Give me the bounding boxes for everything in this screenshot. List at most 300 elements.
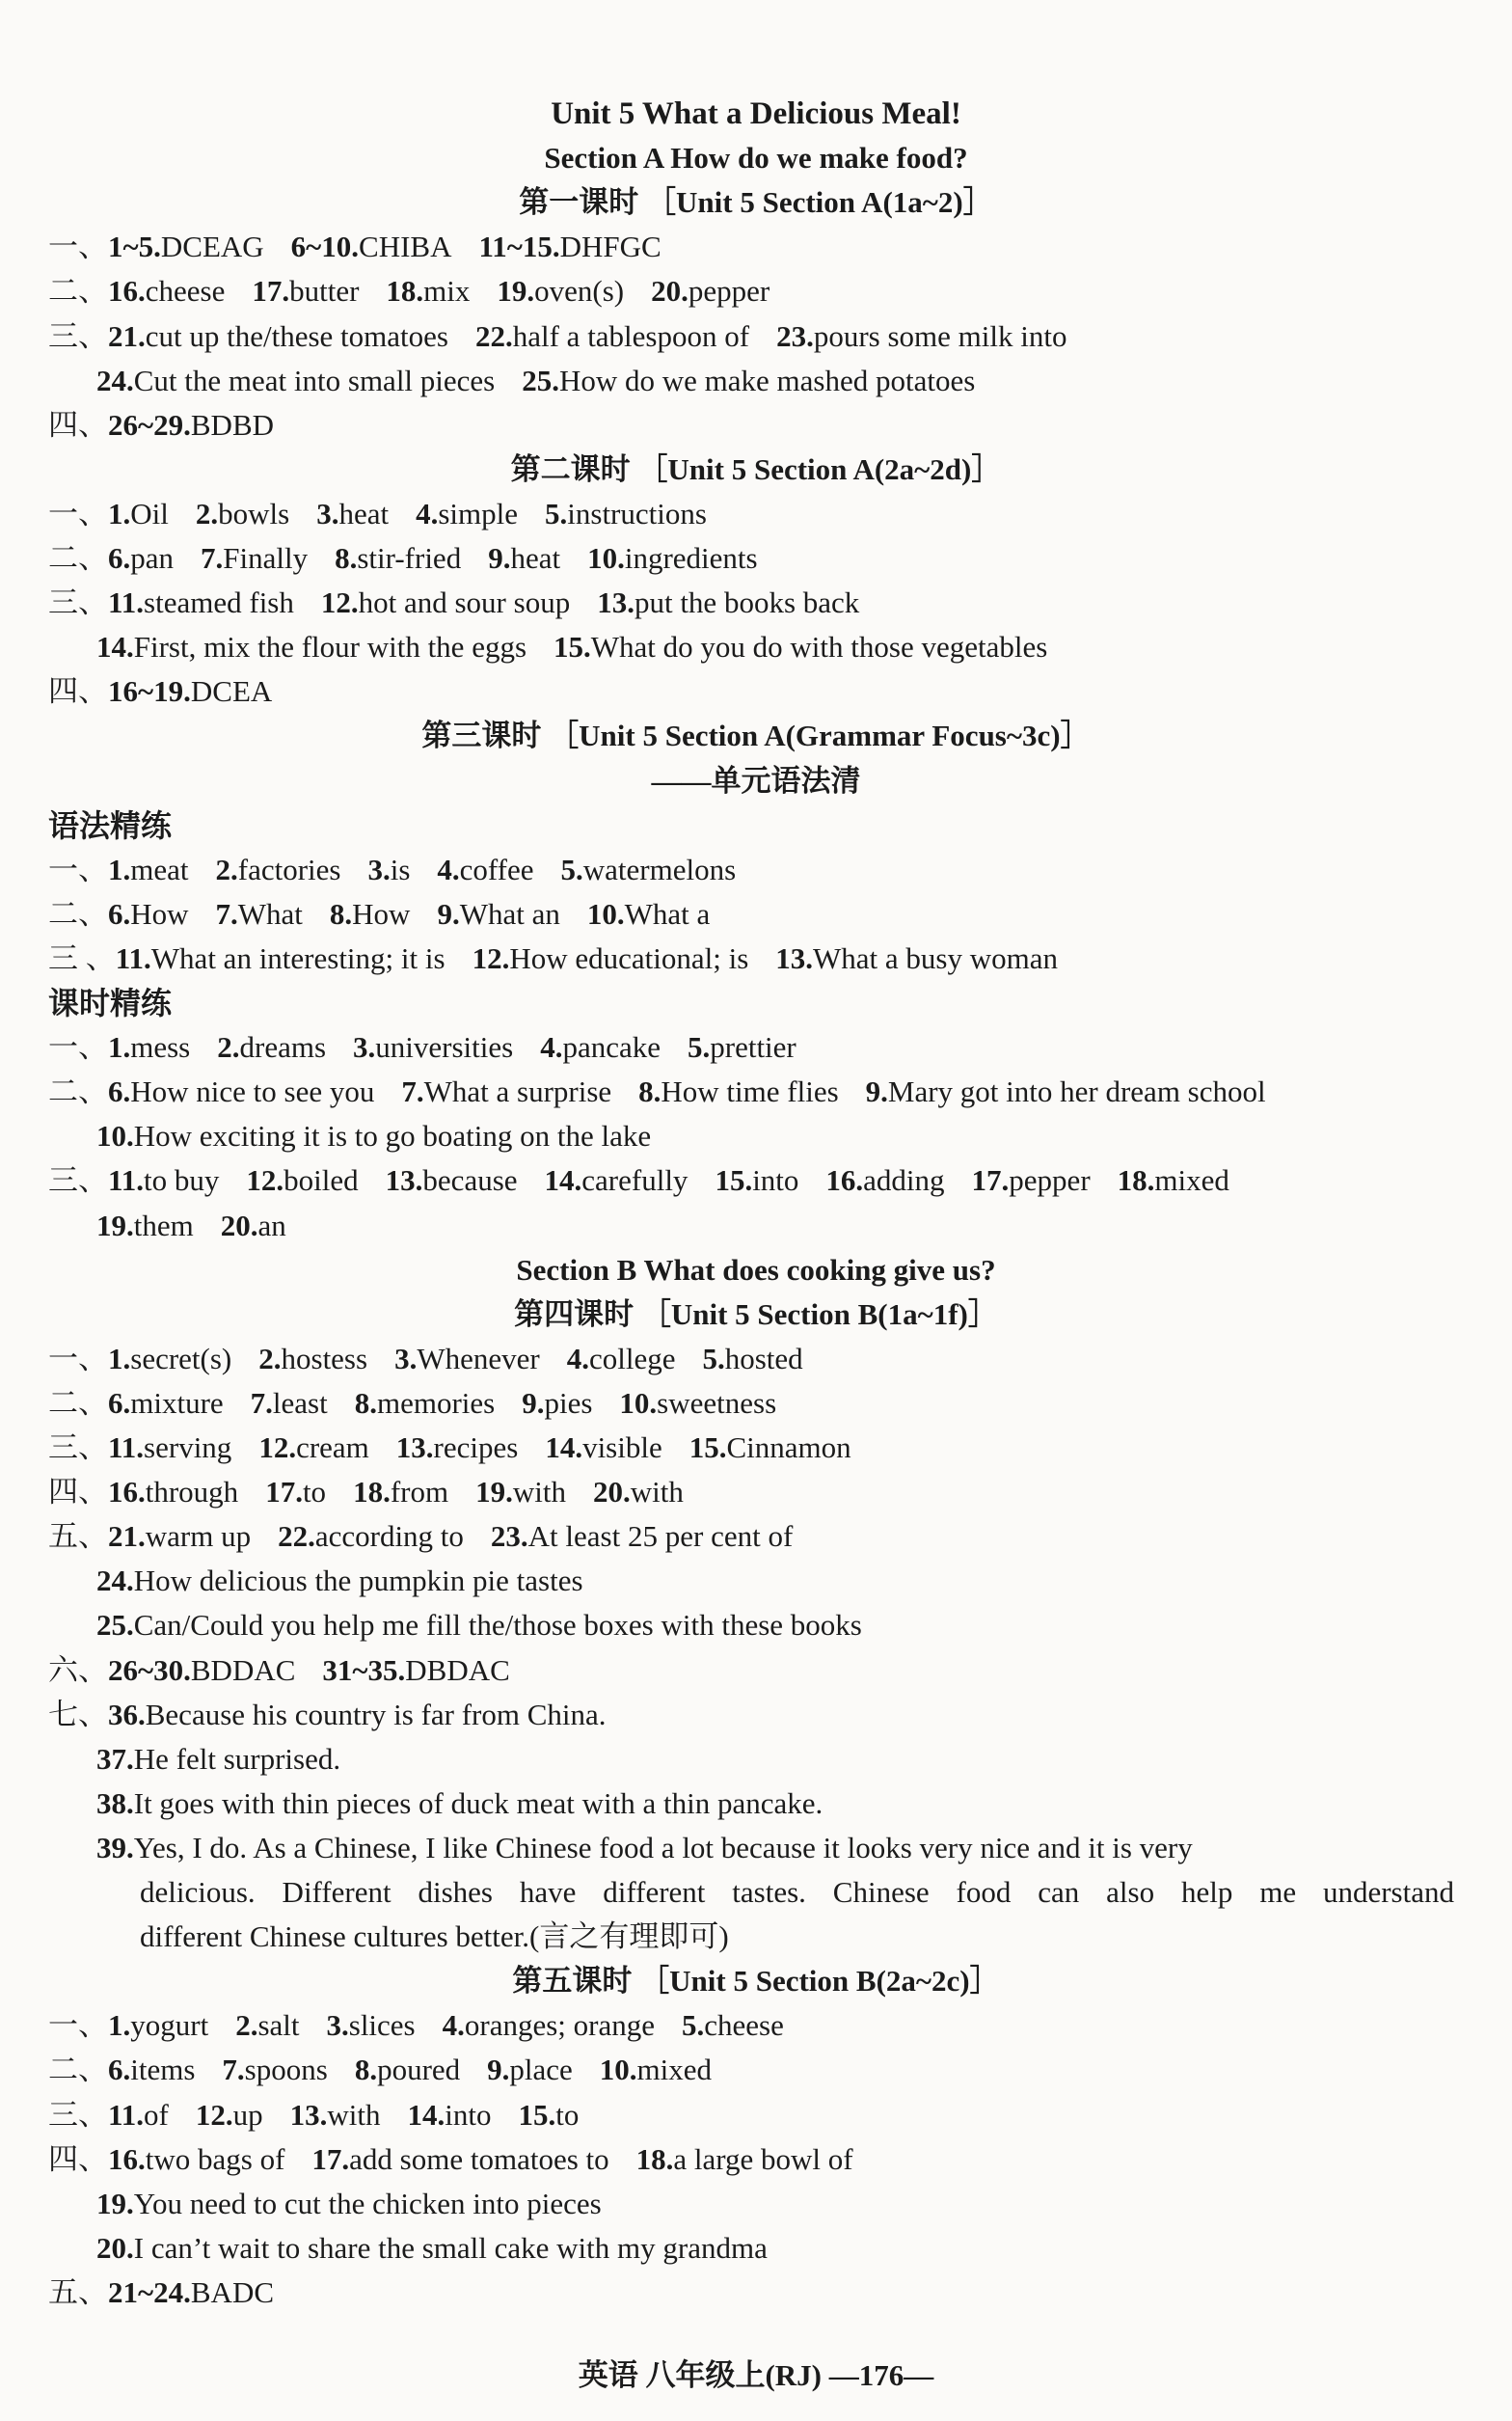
answer-text: through	[145, 1475, 239, 1510]
answer-text: cut up the/these tomatoes	[145, 318, 448, 353]
question-number: 13.	[597, 585, 634, 620]
answer-text: BADC	[190, 2274, 275, 2309]
section-a-title: Section A How do we make food?	[544, 141, 968, 176]
answer-text: DCEA	[190, 674, 273, 709]
answer-text: into	[445, 2097, 492, 2132]
answer-item	[593, 1475, 684, 1509]
answer-text: pepper	[688, 274, 770, 309]
answer-item	[216, 897, 303, 931]
answer-row	[96, 1782, 1454, 1826]
answer-item	[108, 2098, 169, 2132]
answer-item	[540, 1030, 661, 1064]
answer-text: them	[133, 1208, 194, 1242]
answer-item	[475, 319, 749, 353]
answer-text: How do we make mashed potatoes	[559, 363, 976, 397]
answer-text: items	[130, 2053, 196, 2087]
answer-text: heat	[510, 541, 561, 575]
question-number: 11~15.	[478, 230, 560, 264]
row-prefix: 二、	[48, 896, 108, 931]
answer-text: universities	[375, 1030, 514, 1065]
answer-text: butter	[289, 274, 360, 309]
answer-item	[108, 1653, 295, 1687]
question-number: 2.	[195, 496, 219, 530]
answer-text-continued: delicious. Different dishes have different tastes. Chinese food can also help me understand	[140, 1875, 1454, 1909]
question-number: 5.	[702, 1341, 725, 1375]
question-number: 7.	[401, 1074, 424, 1109]
answer-item	[96, 1119, 651, 1153]
row-prefix: 一、	[48, 230, 108, 264]
answer-item	[367, 853, 410, 886]
answer-text: instructions	[567, 496, 707, 530]
answer-text: How	[352, 896, 411, 931]
answer-text: mess	[130, 1030, 191, 1065]
answer-item	[108, 319, 448, 353]
answer-item	[108, 1386, 224, 1420]
answer-item	[108, 497, 169, 530]
question-number: 16~19.	[108, 674, 191, 709]
question-number: 24.	[96, 363, 134, 397]
answer-row	[48, 314, 1454, 359]
question-number: 9.	[437, 896, 460, 931]
answer-item	[116, 941, 446, 975]
answer-row	[48, 669, 1454, 714]
row-prefix: 三、	[48, 1430, 108, 1464]
answer-text: What an interesting; it is	[150, 940, 446, 975]
answer-item	[216, 853, 341, 886]
answer-text: into	[752, 1163, 799, 1198]
answer-text: up	[232, 2097, 263, 2132]
answer-item	[108, 1698, 607, 1731]
answer-text: half a tablespoon of	[512, 318, 750, 353]
answer-item	[108, 230, 264, 263]
unit-title: Unit 5 What a Delicious Meal!	[551, 96, 961, 131]
answer-item	[108, 274, 225, 308]
answer-item	[600, 2053, 712, 2086]
answer-row	[96, 1204, 1454, 1248]
answer-row	[48, 2137, 1454, 2182]
answer-row	[48, 492, 1454, 536]
answer-item	[108, 1430, 231, 1464]
question-number: 8.	[335, 541, 358, 575]
answer-item	[353, 1475, 448, 1509]
question-number: 6.	[108, 1074, 131, 1109]
question-number: 21.	[108, 1519, 146, 1554]
question-number: 21~24.	[108, 2274, 191, 2309]
answer-row	[48, 1337, 1454, 1381]
answer-text: heat	[338, 496, 390, 530]
answer-item	[396, 1430, 519, 1464]
answer-item	[291, 230, 452, 263]
answer-item	[235, 2008, 299, 2042]
question-number: 5.	[560, 852, 583, 886]
answer-item	[252, 274, 359, 308]
row-prefix: 二、	[48, 541, 108, 575]
answer-text: First, mix the flour with the eggs	[133, 630, 527, 665]
answer-item	[545, 1430, 662, 1464]
answer-row	[48, 848, 1454, 892]
answer-text: visible	[582, 1430, 662, 1464]
page-footer: 英语 八年级上(RJ) —176—	[578, 2358, 934, 2392]
question-number: 25.	[522, 363, 559, 397]
lesson4-header: 第四课时 ［Unit 5 Section B(1a~1f)］	[514, 1296, 998, 1331]
answer-text: meat	[130, 852, 189, 886]
question-number: 10.	[586, 896, 625, 931]
answer-item	[196, 497, 289, 530]
question-number: 12.	[320, 585, 359, 620]
answer-item	[96, 1564, 583, 1597]
answer-item	[825, 1163, 944, 1197]
answer-text: pies	[544, 1385, 593, 1420]
question-number: 14.	[96, 630, 134, 665]
answer-item	[487, 2053, 573, 2086]
answer-item	[196, 2098, 263, 2132]
question-number: 9.	[487, 2053, 510, 2087]
question-number: 36.	[108, 1697, 146, 1731]
question-number: 15.	[688, 1430, 727, 1464]
question-number: 12.	[246, 1163, 284, 1198]
answer-item	[394, 1342, 540, 1375]
answer-row	[96, 1737, 1454, 1782]
question-number: 7.	[222, 2053, 245, 2087]
answer-item	[416, 497, 518, 530]
answer-item	[638, 1074, 839, 1108]
question-number: 12.	[472, 940, 510, 975]
answer-text: How time flies	[661, 1074, 839, 1109]
answer-text: Whenever	[417, 1341, 540, 1375]
answer-text: serving	[144, 1430, 232, 1464]
question-number: 7.	[250, 1385, 273, 1420]
question-number: 20.	[651, 274, 688, 309]
question-number: 20.	[220, 1208, 258, 1242]
lesson2-header: 第二课时 ［Unit 5 Section A(2a~2d)］	[510, 451, 1002, 486]
answer-text: least	[272, 1385, 328, 1420]
row-prefix: 二、	[48, 274, 108, 309]
answer-item	[321, 585, 570, 619]
answer-text: steamed fish	[144, 585, 294, 620]
question-number: 19.	[497, 274, 535, 309]
answer-item	[475, 1475, 566, 1509]
answer-text: ingredients	[624, 541, 758, 575]
question-number: 14.	[545, 1430, 583, 1464]
answer-item	[108, 2142, 284, 2176]
question-number: 38.	[96, 1785, 134, 1820]
answer-row	[48, 2271, 1454, 2315]
answer-text: How nice to see you	[130, 1074, 375, 1109]
question-number: 39.	[96, 1830, 134, 1864]
answer-text: I can’t wait to share the small cake with my grandma	[133, 2230, 768, 2265]
answer-row	[48, 1648, 1454, 1693]
answer-text: DBDAC	[405, 1652, 510, 1687]
answer-text: slices	[348, 2008, 416, 2043]
answer-item	[702, 1342, 802, 1375]
answer-text: college	[588, 1341, 676, 1375]
answer-text: mixed	[636, 2053, 713, 2087]
answer-item	[265, 1475, 326, 1509]
answer-row	[96, 1559, 1454, 1603]
answer-text: two bags of	[145, 2141, 285, 2176]
answer-item	[108, 541, 174, 575]
answer-text: pancake	[562, 1030, 661, 1065]
answer-item	[688, 1030, 796, 1064]
answer-row	[48, 2093, 1454, 2137]
section-b-title: Section B What does cooking give us?	[516, 1252, 996, 1287]
answer-text: hostess	[281, 1341, 368, 1375]
question-number: 20.	[592, 1475, 631, 1510]
question-number: 17.	[971, 1163, 1010, 1198]
question-number: 8.	[638, 1074, 662, 1109]
answer-item	[108, 1074, 374, 1108]
answer-text: watermelons	[582, 852, 737, 886]
answer-item	[353, 1030, 513, 1064]
answer-text: What a surprise	[423, 1074, 612, 1109]
answer-text: secret(s)	[130, 1341, 232, 1375]
answer-item	[472, 941, 749, 975]
answer-item	[108, 1030, 190, 1064]
row-prefix: 六、	[48, 1652, 108, 1687]
row-prefix: 五、	[48, 2274, 108, 2309]
question-number: 22.	[278, 1519, 315, 1554]
question-number: 4.	[540, 1030, 563, 1065]
answer-text: adding	[863, 1163, 945, 1198]
answer-item	[619, 1386, 776, 1420]
row-prefix: 二、	[48, 1385, 108, 1420]
question-number: 6.	[108, 896, 131, 931]
answer-item	[386, 1163, 518, 1197]
answer-text: cheese	[704, 2008, 784, 2043]
answer-text: dreams	[239, 1030, 327, 1065]
answer-row-39	[96, 1826, 1454, 1870]
answer-text: to	[555, 2097, 580, 2132]
answer-text: You need to cut the chicken into pieces	[133, 2186, 602, 2220]
answer-text: an	[257, 1208, 286, 1242]
answer-item	[108, 1475, 238, 1509]
answer-item	[222, 2053, 327, 2086]
answer-row	[48, 1381, 1454, 1426]
answer-text: because	[422, 1163, 518, 1198]
answer-item	[682, 2008, 784, 2042]
answer-item	[522, 1386, 592, 1420]
answer-item	[437, 853, 533, 886]
question-number: 26~30.	[108, 1652, 191, 1687]
question-number: 20.	[96, 2230, 134, 2265]
question-number: 3.	[326, 2008, 349, 2043]
row-prefix: 一、	[48, 496, 108, 530]
answer-text: coffee	[459, 852, 534, 886]
answer-item	[278, 1519, 464, 1553]
answer-text: of	[144, 2097, 169, 2132]
answer-row	[48, 1158, 1454, 1203]
question-number: 18.	[353, 1475, 391, 1510]
answer-text: is	[390, 852, 411, 886]
answer-text: salt	[257, 2008, 300, 2043]
answer-row	[96, 1114, 1454, 1158]
answer-text: Can/Could you help me fill the/those boxes with these books	[133, 1608, 862, 1643]
question-number: 24.	[96, 1564, 134, 1598]
answer-row	[48, 1070, 1454, 1114]
question-number: 25.	[96, 1608, 134, 1643]
answer-text-continued: different Chinese cultures better.(言之有理即可)	[140, 1919, 729, 1954]
question-number: 19.	[96, 1208, 134, 1242]
answer-text: mix	[423, 274, 471, 309]
question-number: 26~29.	[108, 407, 191, 442]
question-number: 10.	[96, 1119, 134, 1154]
answer-item	[108, 897, 189, 931]
answer-row	[48, 892, 1454, 937]
question-number: 21.	[108, 318, 146, 353]
answer-text: to	[302, 1475, 327, 1510]
answer-item	[258, 1342, 367, 1375]
answer-text: DHFGC	[559, 230, 662, 264]
question-number: 10.	[599, 2053, 637, 2087]
row-prefix: 三、	[48, 585, 108, 620]
answer-item	[96, 1786, 823, 1820]
row-prefix: 七、	[48, 1697, 108, 1731]
answer-row	[48, 225, 1454, 269]
answer-item	[545, 1163, 688, 1197]
question-number: 11.	[108, 2097, 145, 2132]
answer-row	[96, 1603, 1454, 1647]
question-number: 13.	[289, 2097, 328, 2132]
answer-text: prettier	[710, 1030, 796, 1065]
answer-row	[48, 403, 1454, 448]
question-number: 6.	[108, 1385, 131, 1420]
question-number: 16.	[108, 1475, 146, 1510]
grammar-practice-label: 语法精练	[48, 807, 173, 843]
question-number: 7.	[201, 541, 224, 575]
answer-text: Finally	[223, 541, 309, 575]
answer-text: oven(s)	[534, 274, 625, 309]
answer-item	[322, 1653, 509, 1687]
question-number: 17.	[265, 1475, 303, 1510]
answer-item	[518, 2098, 579, 2132]
answer-row	[48, 2048, 1454, 2092]
row-prefix: 四、	[48, 674, 108, 709]
answer-row	[48, 2003, 1454, 2048]
question-number: 4.	[437, 852, 460, 886]
answer-row	[48, 937, 1454, 981]
question-number: 18.	[1117, 1163, 1155, 1198]
question-number: 15.	[554, 630, 591, 665]
lesson1-header: 第一课时 ［Unit 5 Section A(1a~2)］	[519, 185, 993, 220]
answer-text: mixed	[1154, 1163, 1229, 1198]
question-number: 12.	[258, 1430, 297, 1464]
question-number: 18.	[635, 2141, 674, 2176]
answer-item	[108, 408, 274, 442]
answer-item	[401, 1074, 611, 1108]
answer-item	[96, 2187, 602, 2220]
answer-text: Cinnamon	[726, 1430, 851, 1464]
answer-item	[775, 941, 1058, 975]
answer-item	[290, 2098, 381, 2132]
answer-text: CHIBA	[359, 230, 452, 264]
answer-item	[491, 1519, 793, 1553]
answer-item	[545, 497, 707, 530]
question-number: 15.	[715, 1163, 753, 1198]
question-number: 6.	[108, 2053, 131, 2087]
answer-text: He felt surprised.	[133, 1741, 341, 1776]
question-number: 1.	[108, 496, 131, 530]
question-number: 15.	[518, 2097, 556, 2132]
answer-item	[587, 897, 710, 931]
answer-item	[355, 2053, 460, 2086]
question-number: 8.	[354, 1385, 377, 1420]
answer-text: pan	[130, 541, 175, 575]
question-number: 8.	[354, 2053, 378, 2087]
question-number: 31~35.	[322, 1652, 406, 1687]
question-number: 3.	[394, 1341, 418, 1375]
answer-item	[327, 2008, 416, 2042]
question-number: 6.	[108, 541, 131, 575]
answer-item	[96, 2231, 768, 2265]
answer-text: stir-fried	[357, 541, 462, 575]
row-prefix: 三、	[48, 318, 108, 353]
question-number: 13.	[395, 1430, 434, 1464]
answer-item	[335, 541, 461, 575]
question-number: 1.	[108, 2008, 131, 2043]
answer-text: with	[512, 1475, 566, 1510]
answer-text: How delicious the pumpkin pie tastes	[133, 1564, 583, 1598]
answer-text: BDBD	[190, 407, 275, 442]
answer-text: At least 25 per cent of	[527, 1519, 794, 1554]
question-number: 9.	[522, 1385, 545, 1420]
answer-row	[48, 1514, 1454, 1559]
answer-text: simple	[438, 496, 519, 530]
question-number: 14.	[407, 2097, 446, 2132]
answer-text: BDDAC	[190, 1652, 296, 1687]
answer-text: What a	[624, 896, 711, 931]
answer-row	[96, 625, 1454, 669]
question-number: 14.	[544, 1163, 582, 1198]
question-number: 23.	[490, 1519, 528, 1554]
row-prefix: 二、	[48, 2053, 108, 2087]
answer-text: add some tomatoes to	[349, 2141, 609, 2176]
answer-text: It goes with thin pieces of duck meat with a thin pancake.	[133, 1785, 824, 1820]
answer-row	[96, 2226, 1454, 2271]
answer-row	[48, 1470, 1454, 1514]
question-number: 3.	[353, 1030, 376, 1065]
question-number: 5.	[682, 2008, 705, 2043]
answer-text: poured	[377, 2053, 461, 2087]
answer-item	[96, 1608, 862, 1642]
question-number: 4.	[442, 2008, 465, 2043]
question-number: 1.	[108, 852, 131, 886]
question-number: 11.	[115, 940, 151, 975]
answer-text: How	[130, 896, 189, 931]
row-prefix: 三 、	[48, 940, 116, 975]
question-number: 8.	[329, 896, 353, 931]
answer-text: with	[327, 2097, 381, 2132]
row-prefix: 二、	[48, 1074, 108, 1109]
answer-item	[636, 2142, 853, 2176]
row-prefix: 一、	[48, 2008, 108, 2043]
answer-text: pepper	[1009, 1163, 1091, 1198]
answer-text: boiled	[284, 1163, 359, 1198]
answer-item	[108, 674, 272, 708]
question-number: 3.	[316, 496, 339, 530]
answer-item	[96, 364, 495, 397]
answer-item	[497, 274, 624, 308]
answer-item	[488, 541, 560, 575]
question-number: 1~5.	[108, 230, 161, 264]
answer-text: hosted	[724, 1341, 803, 1375]
row-prefix: 三、	[48, 1163, 108, 1198]
question-number: 3.	[367, 852, 391, 886]
answer-item	[201, 541, 308, 575]
answer-item	[972, 1163, 1091, 1197]
lesson-practice-label: 课时精练	[48, 986, 173, 1020]
lesson3-subheader: ——单元语法清	[651, 763, 861, 798]
answer-item	[597, 585, 859, 619]
